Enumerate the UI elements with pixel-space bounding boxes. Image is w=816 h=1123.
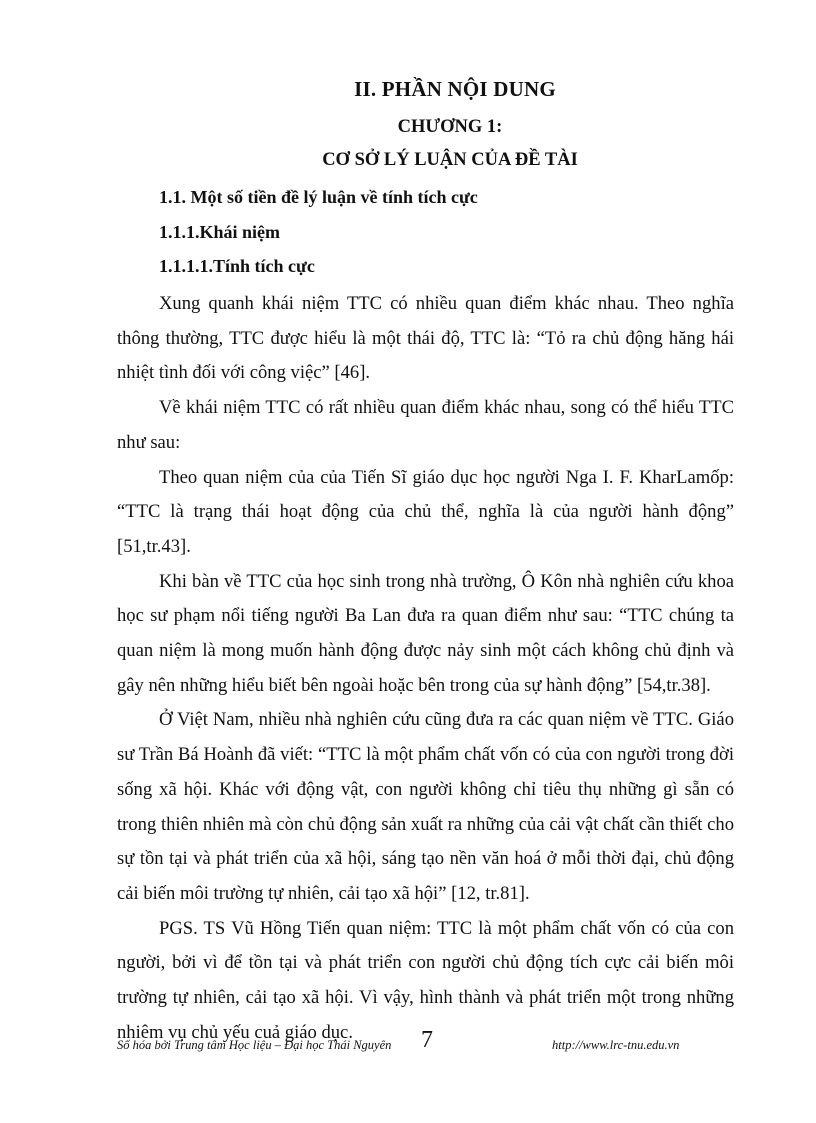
heading-1-1: 1.1. Một số tiền đề lý luận về tính tích cực [159, 187, 478, 207]
paragraph: Khi bàn về TTC của học sinh trong nhà trường, Ô Kôn nhà nghiên cứu khoa học sư phạm nổi tiếng người Ba Lan đưa ra quan điểm như sau: “TTC chúng ta quan niệm là mong muốn hành động được nảy sinh một cách không chủ định và gây nên những hiểu biết bên ngoài hoặc bên trong của sự hành động” [54,tr.38]. [117, 570, 734, 696]
paragraph: Theo quan niệm của của Tiến Sĩ giáo dục học người Nga I. F. KharLamốp: “TTC là trạng thái hoạt động của chủ thể, nghĩa là của người hành động” [51,tr.43]. [117, 466, 734, 557]
heading-1-1-1: 1.1.1.Khái niệm [159, 222, 281, 242]
body-text [117, 287, 734, 1050]
page-footer [117, 1027, 717, 1063]
footer-source-text: Số hóa bởi Trung tâm Học liệu – Đại học Thái Nguyên [117, 1038, 392, 1052]
chapter-subtitle: CƠ SỞ LÝ LUẬN CỦA ĐỀ TÀI [322, 150, 578, 170]
section-title: II. PHẦN NỘI DUNG [354, 77, 556, 101]
paragraph: Ở Việt Nam, nhiều nhà nghiên cứu cũng đưa ra các quan niệm về TTC. Giáo sư Trần Bá Hoành đã viết: “TTC là một phẩm chất vốn có của con người trong đời sống xã hội. Khác với động vật, con người không chỉ tiêu thụ những gì sẵn có trong thiên nhiên mà còn chủ động sản xuất ra những của cải vật chất cần thiết cho sự tồn tại và phát triển của xã hội, sáng tạo nền văn hoá ở mỗi thời đại, chủ động cải biến môi trường tự nhiên, cải tạo xã hội” [12, tr.81]. [117, 709, 734, 904]
footer-url-link[interactable]: http://www.lrc-tnu.edu.vn [552, 1038, 680, 1052]
paragraph: Xung quanh khái niệm TTC có nhiều quan điểm khác nhau. Theo nghĩa thông thường, TTC được hiểu là một thái độ, TTC là: “Tỏ ra chủ động hăng hái nhiệt tình đối với công việc” [46]. [117, 293, 734, 384]
page-number: 7 [421, 1027, 433, 1053]
paragraph: PGS. TS Vũ Hồng Tiến quan niệm: TTC là một phẩm chất vốn có của con người, bởi vì để tồn tại và phát triển con người chủ động tích cực cải biến môi trường tự nhiên, cải tạo xã hội. Vì vậy, hình thành và phát triển một trong những nhiêm vụ chủ yếu cuả giáo dục. [117, 917, 734, 1043]
chapter-title: CHƯƠNG 1: [397, 117, 503, 137]
paragraph: Về khái niệm TTC có rất nhiều quan điểm khác nhau, song có thể hiểu TTC như sau: [117, 397, 734, 453]
heading-1-1-1-1: 1.1.1.1.Tính tích cực [159, 256, 315, 276]
